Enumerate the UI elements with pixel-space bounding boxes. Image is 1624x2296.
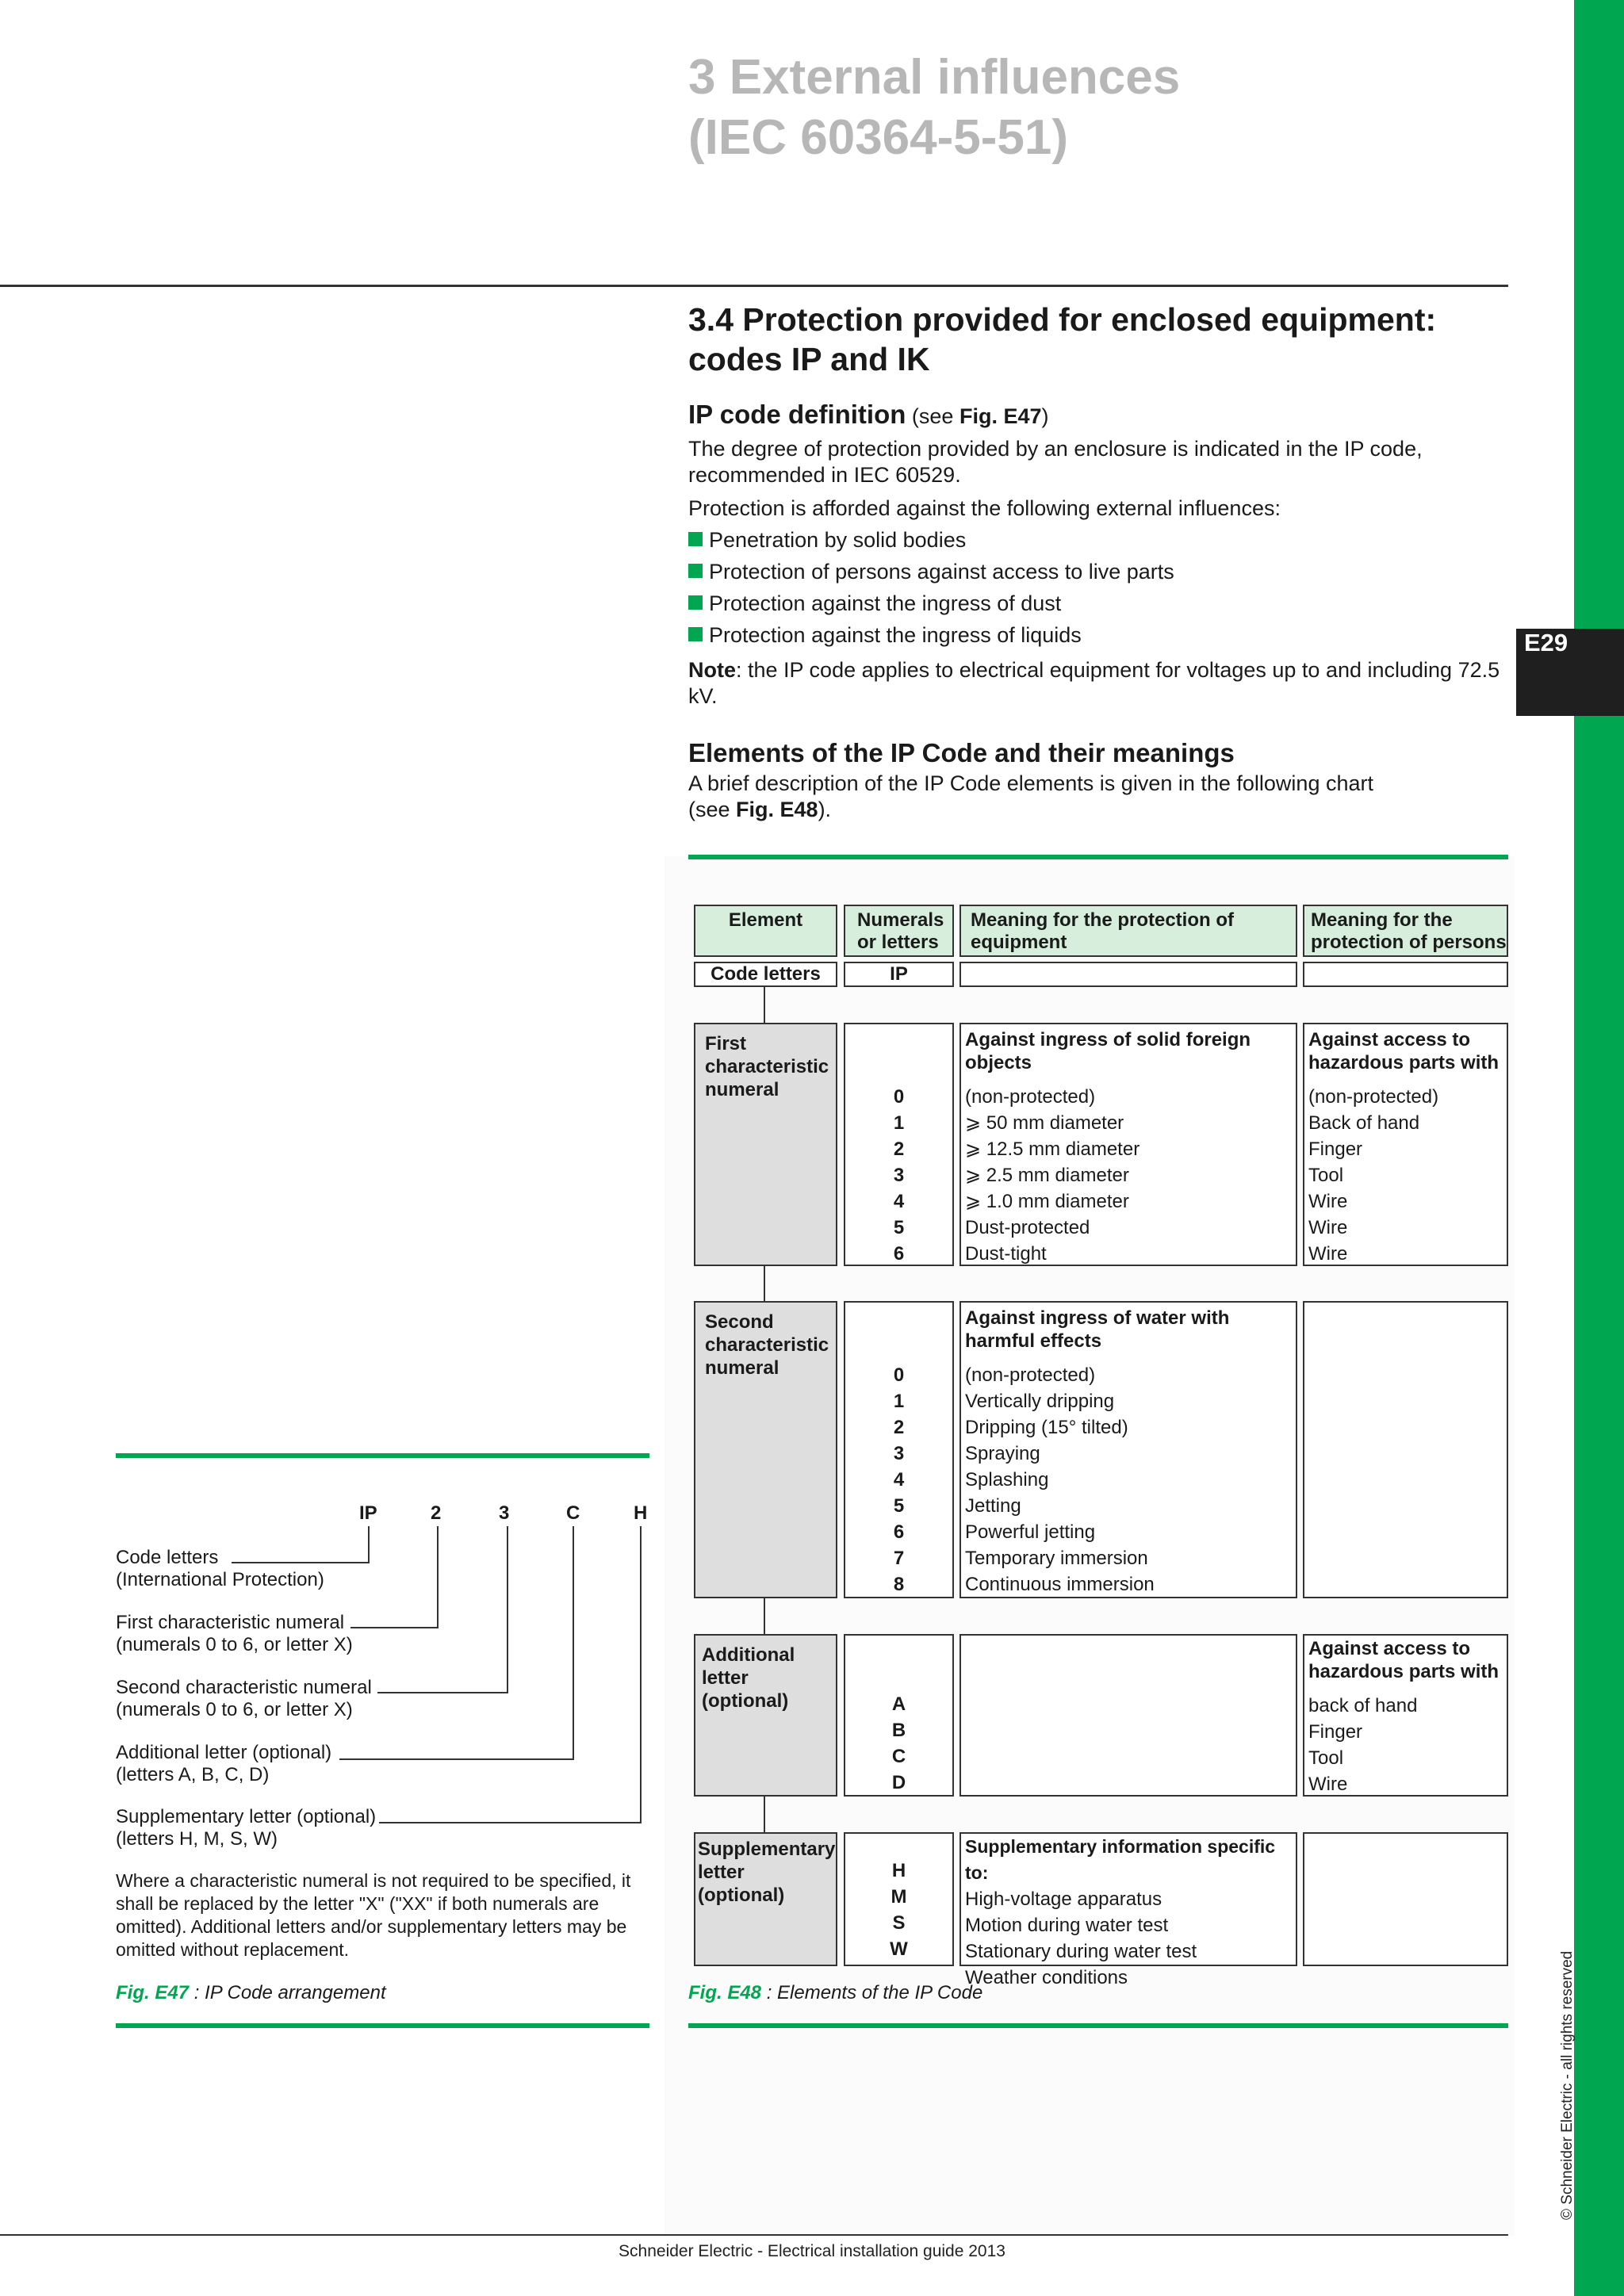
meaning: Finger bbox=[1308, 1721, 1363, 1743]
section-title-line1: 3.4 Protection provided for enclosed equipment: bbox=[688, 301, 1437, 338]
connector-line bbox=[764, 1598, 765, 1634]
meaning: Wire bbox=[1308, 1243, 1348, 1265]
section-title-line2: codes IP and IK bbox=[688, 341, 930, 377]
list-item-text: Penetration by solid bodies bbox=[709, 528, 967, 552]
meaning: Spraying bbox=[965, 1443, 1040, 1464]
first-numeral-equipment bbox=[959, 1023, 1297, 1266]
meaning: ⩾ 50 mm diameter bbox=[965, 1112, 1124, 1134]
code: S bbox=[892, 1912, 906, 1934]
fig-e48-caption bbox=[688, 1982, 982, 2004]
diagram-item-additional-letter bbox=[116, 1742, 331, 1786]
item-detail: (letters H, M, S, W) bbox=[116, 1828, 278, 1850]
meaning: Jetting bbox=[965, 1495, 1021, 1517]
influence-list bbox=[688, 527, 1513, 654]
additional-letter-persons bbox=[1303, 1634, 1508, 1797]
code: 5 bbox=[893, 1217, 905, 1238]
code: D bbox=[891, 1772, 906, 1793]
leader-line bbox=[437, 1526, 439, 1628]
item-detail: (letters A, B, C, D) bbox=[116, 1764, 270, 1785]
column-title: Against access to hazardous parts with bbox=[1308, 1638, 1500, 1682]
code: A bbox=[891, 1693, 906, 1715]
code: 2 bbox=[893, 1417, 905, 1438]
meaning: Motion during water test bbox=[965, 1915, 1169, 1936]
connector-line bbox=[764, 1797, 765, 1832]
list-item-text: Protection against the ingress of dust bbox=[709, 591, 1062, 615]
copyright-notice: © Schneider Electric - all rights reserved bbox=[1559, 1950, 1576, 2220]
first-numeral-label: First characteristic numeral bbox=[694, 1023, 837, 1266]
code: 0 bbox=[893, 1086, 905, 1108]
code-letters-value: IP bbox=[844, 962, 954, 987]
code-letters-persons bbox=[1303, 962, 1508, 987]
meaning: Weather conditions bbox=[965, 1967, 1128, 1988]
code: 6 bbox=[893, 1243, 905, 1265]
code: 2 bbox=[893, 1138, 905, 1160]
connector-line bbox=[764, 1266, 765, 1302]
meaning: Wire bbox=[1308, 1217, 1348, 1238]
code: 6 bbox=[893, 1521, 905, 1543]
supplementary-letter-persons bbox=[1303, 1832, 1508, 1966]
see-prefix: (see bbox=[906, 404, 959, 428]
list-item bbox=[688, 622, 1513, 654]
code: 0 bbox=[893, 1364, 905, 1386]
connector-line bbox=[764, 987, 765, 1023]
leader-line bbox=[339, 1758, 574, 1760]
figure-rule-bottom bbox=[688, 2023, 1508, 2028]
code: 5 bbox=[893, 1495, 905, 1517]
leader-line bbox=[377, 1692, 508, 1693]
column-title: Against ingress of solid foreign objects bbox=[965, 1029, 1251, 1073]
item-detail: (International Protection) bbox=[116, 1569, 324, 1590]
ip-definition-para1: The degree of protection provided by an enclosure is indicated in the IP code, recommended in IEC 60529. bbox=[688, 437, 1423, 487]
side-band bbox=[1574, 0, 1624, 2296]
diagram-item-first-numeral bbox=[116, 1612, 353, 1656]
code: 3 bbox=[893, 1165, 905, 1186]
see-prefix: (see bbox=[688, 798, 737, 821]
ip-definition-heading: IP code definition bbox=[688, 400, 906, 429]
leader-line bbox=[379, 1822, 642, 1823]
see-suffix: ). bbox=[818, 798, 832, 821]
caption-text: : Elements of the IP Code bbox=[761, 1982, 983, 2003]
second-numeral-label: Second characteristic numeral bbox=[694, 1301, 837, 1598]
elements-heading: Elements of the IP Code and their meanings bbox=[688, 738, 1235, 767]
fig-ref-e47[interactable]: Fig. E47 bbox=[959, 404, 1042, 428]
item-title: Second characteristic numeral bbox=[116, 1677, 372, 1698]
diagram-item-supplementary-letter bbox=[116, 1806, 376, 1850]
code: 1 bbox=[893, 1112, 905, 1134]
diagram-note: Where a characteristic numeral is not required to be specified, it shall be replaced by the letter "X" ("XX" if both numerals are omitted). Additional letters and/or supplementary letters may be omitted without replacement. bbox=[116, 1870, 631, 1960]
caption-label: Fig. E48 bbox=[688, 1982, 762, 2003]
meaning: back of hand bbox=[1308, 1695, 1418, 1716]
meaning: Wire bbox=[1308, 1774, 1348, 1795]
supplementary-letter-equipment bbox=[959, 1832, 1297, 1988]
header-persons: Meaning for the protection of persons bbox=[1303, 905, 1508, 957]
meaning: High-voltage apparatus bbox=[965, 1888, 1162, 1910]
second-numeral-persons bbox=[1303, 1301, 1508, 1598]
meaning: Tool bbox=[1308, 1747, 1344, 1769]
leader-line bbox=[507, 1526, 508, 1693]
meaning: Temporary immersion bbox=[965, 1548, 1148, 1569]
code: 1 bbox=[893, 1391, 905, 1412]
figure-rule-top bbox=[688, 855, 1508, 859]
code-part-first: 2 bbox=[431, 1502, 442, 1524]
elements-intro bbox=[688, 736, 1513, 823]
first-numeral-codes bbox=[844, 1023, 954, 1266]
second-numeral-equipment bbox=[959, 1301, 1297, 1598]
bullet-icon bbox=[688, 627, 703, 641]
meaning: Dust-tight bbox=[965, 1243, 1047, 1265]
additional-letter-codes bbox=[844, 1634, 954, 1797]
code-part-additional: C bbox=[566, 1502, 580, 1524]
item-detail: (numerals 0 to 6, or letter X) bbox=[116, 1699, 353, 1720]
code-letters-equipment bbox=[959, 962, 1297, 987]
code: W bbox=[890, 1938, 908, 1960]
meaning: ⩾ 12.5 mm diameter bbox=[965, 1138, 1140, 1160]
list-item-text: Protection of persons against access to live parts bbox=[709, 560, 1174, 584]
note-label: Note bbox=[688, 658, 736, 682]
meaning: ⩾ 1.0 mm diameter bbox=[965, 1191, 1129, 1212]
code: 4 bbox=[893, 1191, 905, 1212]
column-title: Against ingress of water with harmful effects bbox=[965, 1307, 1230, 1352]
additional-letter-equipment bbox=[959, 1634, 1297, 1797]
code: M bbox=[891, 1886, 907, 1908]
diagram-rule-bottom bbox=[116, 2023, 649, 2028]
chapter-title bbox=[688, 48, 1180, 168]
code: H bbox=[891, 1860, 906, 1881]
diagram-item-second-numeral bbox=[116, 1677, 372, 1721]
code-part-second: 3 bbox=[499, 1502, 510, 1524]
bullet-icon bbox=[688, 532, 703, 546]
elements-para2 bbox=[688, 797, 1513, 823]
meaning: Wire bbox=[1308, 1191, 1348, 1212]
leader-line bbox=[640, 1526, 642, 1823]
leader-line bbox=[368, 1526, 370, 1563]
meaning: Tool bbox=[1308, 1165, 1344, 1186]
page-tab bbox=[1516, 629, 1624, 716]
ip-definition bbox=[688, 398, 1513, 710]
code: 7 bbox=[893, 1548, 905, 1569]
code-letters-label: Code letters bbox=[694, 962, 837, 987]
diagram-rule-top bbox=[116, 1453, 649, 1458]
note bbox=[688, 657, 1513, 710]
column-title: Supplementary information specific to: bbox=[965, 1836, 1276, 1883]
header-rule bbox=[0, 285, 1508, 287]
meaning: Back of hand bbox=[1308, 1112, 1420, 1134]
code-part-ip: IP bbox=[359, 1502, 377, 1524]
code: 3 bbox=[893, 1443, 905, 1464]
meaning: Dust-protected bbox=[965, 1217, 1090, 1238]
code-part-supplementary: H bbox=[634, 1502, 648, 1524]
bullet-icon bbox=[688, 595, 703, 610]
item-title: Code letters bbox=[116, 1547, 219, 1568]
code: 8 bbox=[893, 1574, 905, 1595]
chapter-title-line2: (IEC 60364-5-51) bbox=[688, 110, 1069, 165]
meaning: ⩾ 2.5 mm diameter bbox=[965, 1165, 1129, 1186]
footer-rule bbox=[0, 2234, 1508, 2236]
header-numerals: Numerals or letters bbox=[844, 905, 954, 957]
item-title: First characteristic numeral bbox=[116, 1612, 345, 1633]
header-element: Element bbox=[694, 905, 837, 957]
meaning: (non-protected) bbox=[965, 1364, 1096, 1386]
list-item-text: Protection against the ingress of liquids bbox=[709, 623, 1082, 647]
meaning: Continuous immersion bbox=[965, 1574, 1155, 1595]
list-item bbox=[688, 591, 1513, 622]
see-suffix: ) bbox=[1041, 404, 1049, 428]
elements-para: A brief description of the IP Code elements is given in the following chart bbox=[688, 771, 1373, 795]
fig-ref-e48[interactable]: Fig. E48 bbox=[736, 798, 818, 821]
meaning: (non-protected) bbox=[1308, 1086, 1439, 1108]
meaning: Vertically dripping bbox=[965, 1391, 1115, 1412]
code: 4 bbox=[893, 1469, 905, 1490]
list-item bbox=[688, 559, 1513, 591]
second-numeral-codes bbox=[844, 1301, 954, 1598]
first-numeral-persons bbox=[1303, 1023, 1508, 1266]
meaning: Dripping (15° tilted) bbox=[965, 1417, 1128, 1438]
code: B bbox=[891, 1720, 906, 1741]
item-title: Additional letter (optional) bbox=[116, 1742, 332, 1763]
page-number: E29 bbox=[1524, 629, 1568, 656]
ip-definition-para2: Protection is afforded against the following external influences: bbox=[688, 496, 1281, 520]
section-title bbox=[688, 300, 1513, 379]
leader-line bbox=[350, 1627, 439, 1628]
diagram-item-code-letters bbox=[116, 1547, 324, 1591]
meaning: (non-protected) bbox=[965, 1086, 1096, 1108]
meaning: Finger bbox=[1308, 1138, 1363, 1160]
footer-text: Schneider Electric - Electrical installation guide 2013 bbox=[619, 2242, 1005, 2260]
caption-label: Fig. E47 bbox=[116, 1982, 190, 2003]
column-title: Against access to hazardous parts with bbox=[1308, 1029, 1500, 1073]
meaning: Powerful jetting bbox=[965, 1521, 1096, 1543]
item-detail: (numerals 0 to 6, or letter X) bbox=[116, 1634, 353, 1655]
fig-e47-caption bbox=[116, 1982, 386, 2004]
supplementary-letter-label: Supplementary letter (optional) bbox=[694, 1832, 837, 1966]
leader-line bbox=[573, 1526, 574, 1760]
meaning: Stationary during water test bbox=[965, 1941, 1197, 1962]
caption-text: : IP Code arrangement bbox=[189, 1982, 386, 2003]
item-title: Supplementary letter (optional) bbox=[116, 1806, 377, 1827]
code: C bbox=[891, 1746, 906, 1767]
chapter-title-line1: 3 External influences bbox=[688, 50, 1181, 105]
note-text: : the IP code applies to electrical equipment for voltages up to and including 72.5 kV. bbox=[688, 658, 1500, 708]
header-equipment: Meaning for the protection of equipment bbox=[959, 905, 1297, 957]
list-item bbox=[688, 527, 1513, 559]
meaning: Splashing bbox=[965, 1469, 1049, 1490]
bullet-icon bbox=[688, 564, 703, 578]
additional-letter-label: Additional letter (optional) bbox=[694, 1634, 837, 1797]
supplementary-letter-codes bbox=[844, 1832, 954, 1966]
